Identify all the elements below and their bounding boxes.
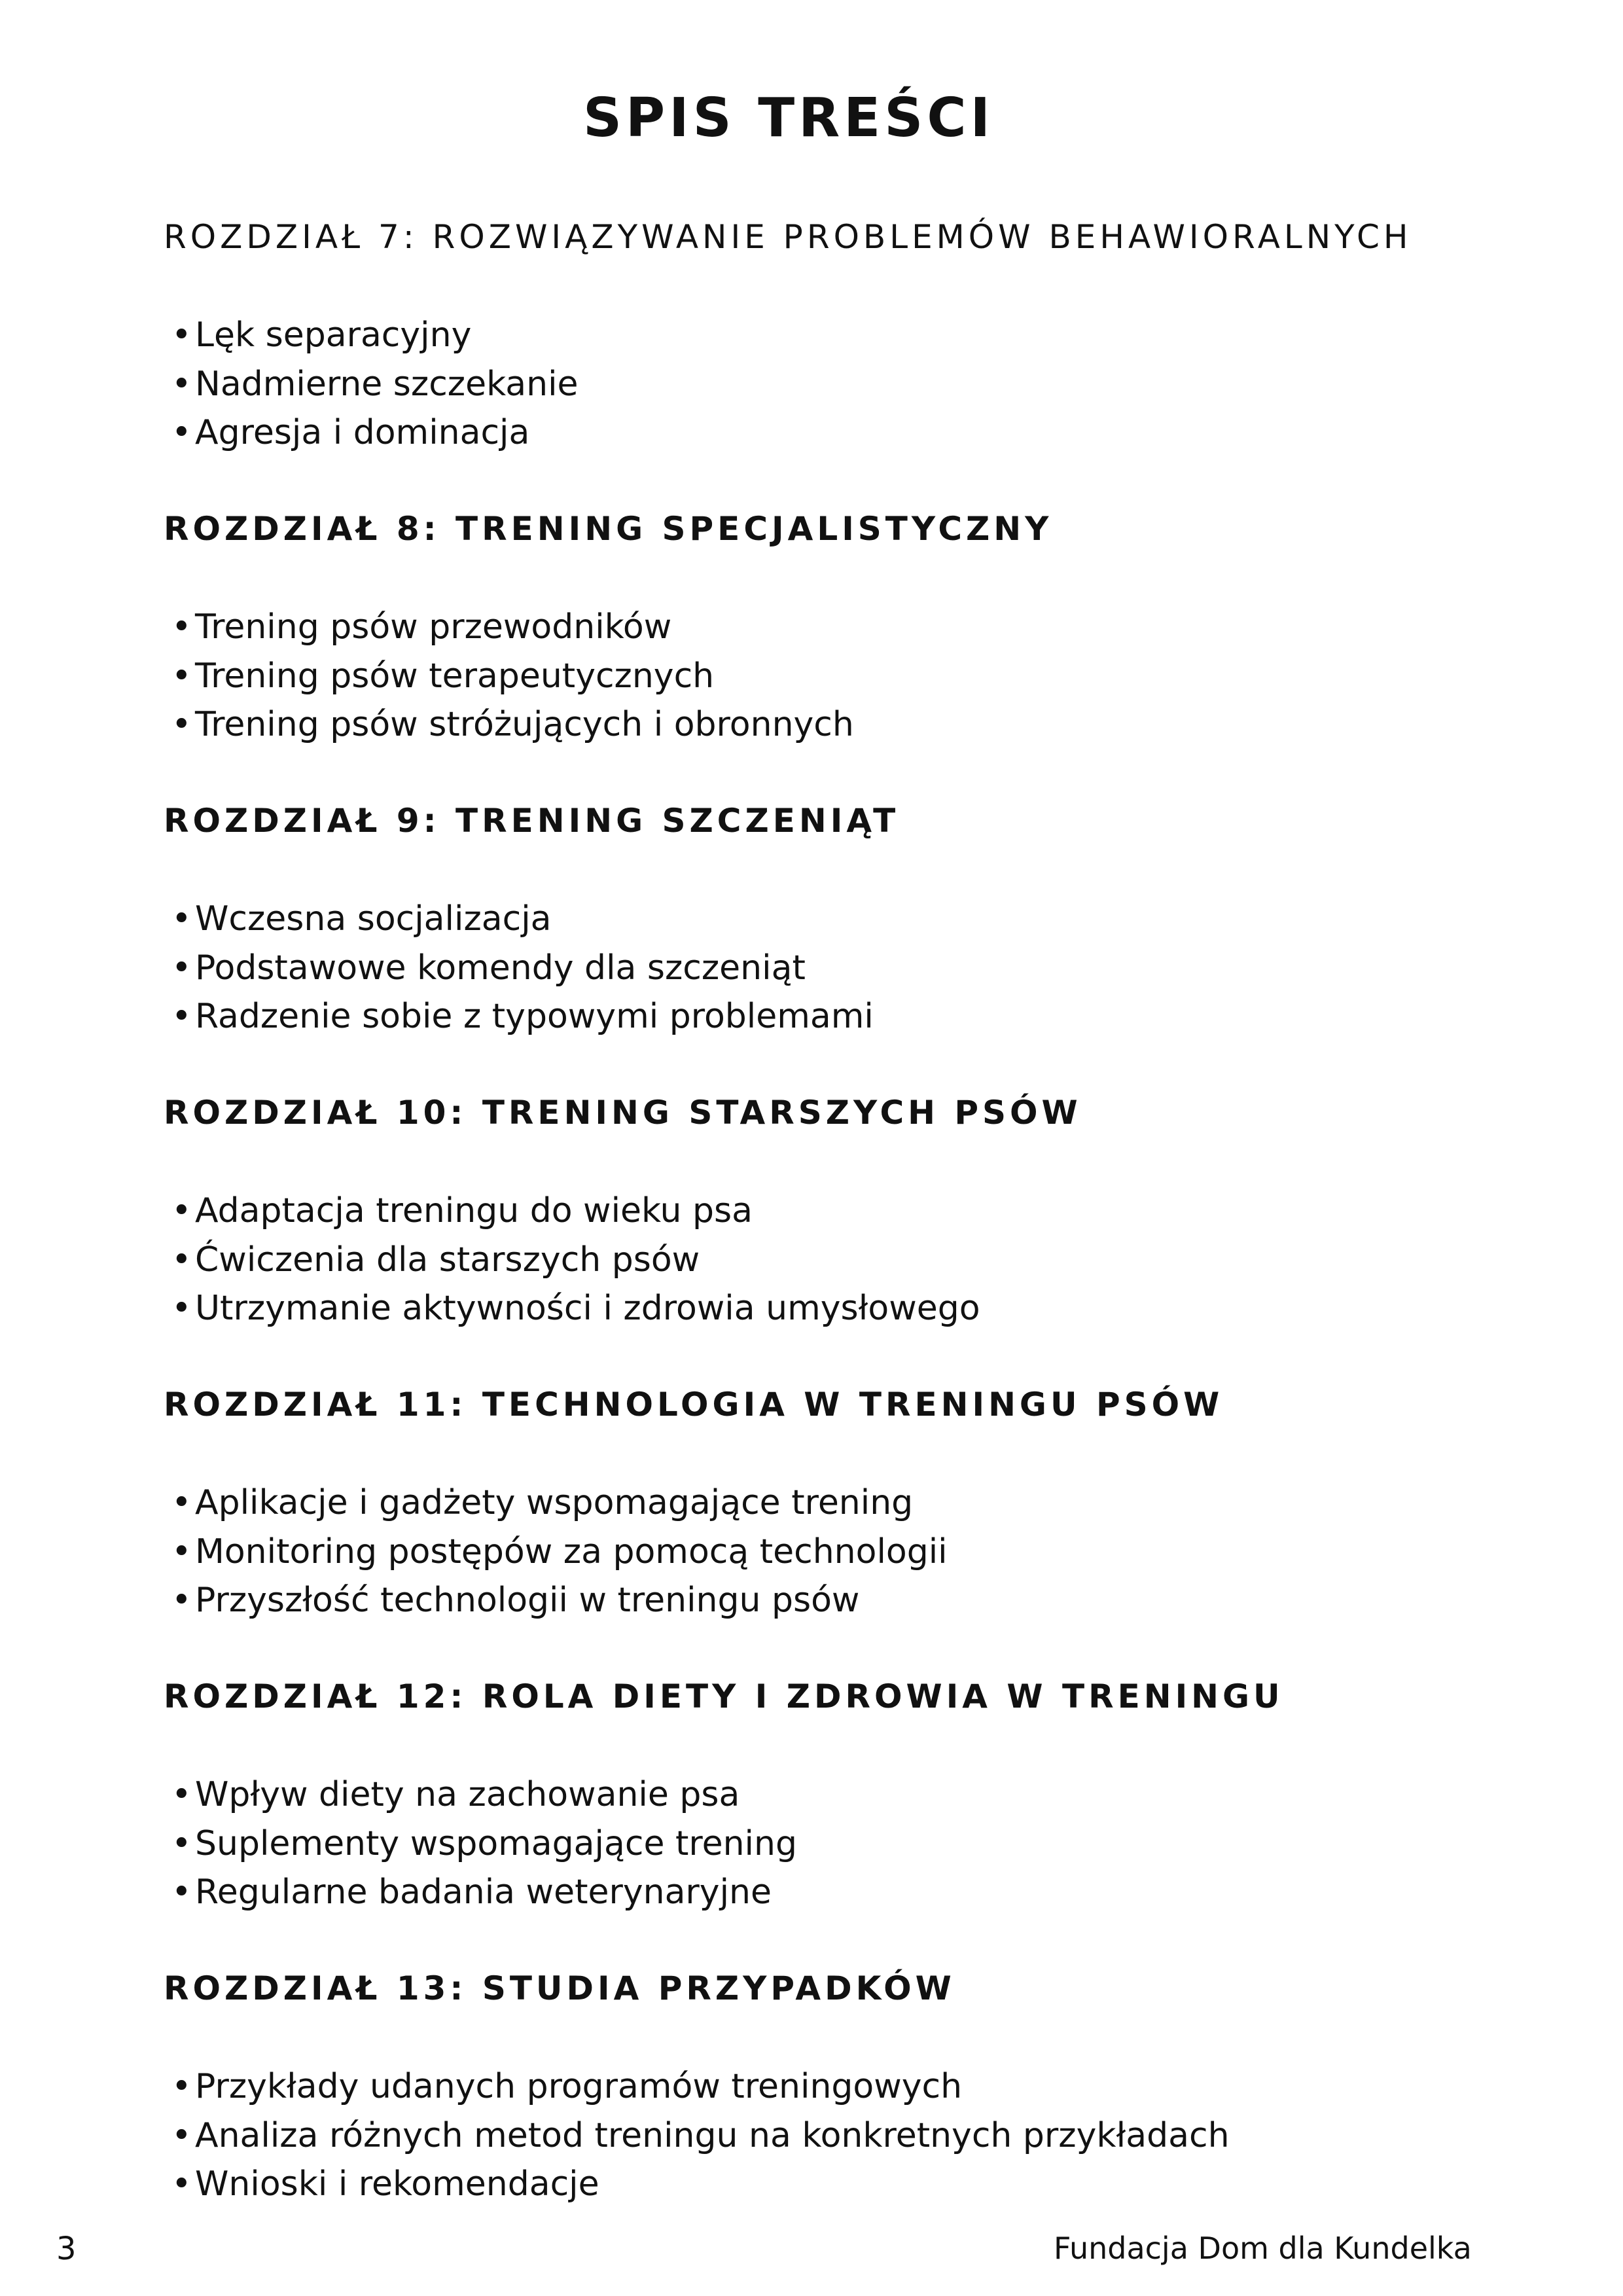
list-item — [171, 603, 1472, 652]
bullet-icon: • — [171, 2164, 192, 2204]
footer-organization: Fundacja Dom dla Kundelka — [1054, 2231, 1472, 2266]
list-item-text: Radzenie sobie z typowymi problemami — [195, 997, 874, 1036]
list-item — [171, 408, 1472, 457]
bullet-icon: • — [171, 1581, 192, 1620]
list-item — [171, 1284, 1472, 1333]
list-item — [171, 1868, 1472, 1917]
list-item-text: Trening psów przewodników — [195, 607, 672, 647]
list-item — [171, 311, 1472, 360]
bullet-icon: • — [171, 1775, 192, 1814]
list-item — [171, 1479, 1472, 1528]
list-item-text: Analiza różnych metod treningu na konkretnych przykładach — [195, 2115, 1230, 2155]
list-item-text: Trening psów terapeutycznych — [195, 656, 715, 696]
list-item — [171, 1187, 1472, 1236]
list-item-text: Monitoring postępów za pomocą technologii — [195, 1532, 948, 1571]
chapter-topic-list — [171, 311, 1472, 457]
bullet-icon: • — [171, 2067, 192, 2106]
bullet-icon: • — [171, 413, 192, 452]
list-item — [171, 2062, 1472, 2111]
bullet-icon: • — [171, 315, 192, 355]
chapter-topic-list — [171, 2062, 1472, 2209]
list-item — [171, 1528, 1472, 1577]
list-item-text: Przyszłość technologii w treningu psów — [195, 1581, 860, 1620]
bullet-icon: • — [171, 1483, 192, 1522]
list-item-text: Utrzymanie aktywności i zdrowia umysłowego — [195, 1289, 980, 1328]
bullet-icon: • — [171, 1289, 192, 1328]
list-item-text: Podstawowe komendy dla szczeniąt — [195, 948, 806, 988]
chapter-heading: ROZDZIAŁ 12: ROLA DIETY I ZDROWIA W TRENINGU — [164, 1677, 1284, 1715]
bullet-icon: • — [171, 705, 192, 744]
chapter-heading: ROZDZIAŁ 11: TECHNOLOGIA W TRENINGU PSÓW — [164, 1386, 1224, 1424]
bullet-icon: • — [171, 607, 192, 647]
list-item — [171, 360, 1472, 409]
bullet-icon: • — [171, 1191, 192, 1230]
list-item-text: Adaptacja treningu do wieku psa — [195, 1191, 753, 1230]
bullet-icon: • — [171, 656, 192, 696]
bullet-icon: • — [171, 1240, 192, 1280]
chapter-topic-list — [171, 1770, 1472, 1917]
list-item — [171, 1820, 1472, 1869]
chapter-11 — [164, 1380, 1472, 1672]
bullet-icon: • — [171, 1532, 192, 1571]
list-item — [171, 2160, 1472, 2209]
list-item — [171, 1770, 1472, 1820]
bullet-icon: • — [171, 1823, 192, 1863]
bullet-icon: • — [171, 2115, 192, 2155]
chapter-topic-list — [171, 1479, 1472, 1625]
list-item — [171, 700, 1472, 749]
chapter-topic-list — [171, 895, 1472, 1041]
chapter-7 — [164, 213, 1472, 505]
list-item-text: Wpływ diety na zachowanie psa — [195, 1775, 740, 1814]
list-item — [171, 895, 1472, 944]
list-item-text: Wczesna socjalizacja — [195, 899, 552, 939]
chapter-heading: ROZDZIAŁ 9: TRENING SZCZENIĄT — [164, 802, 900, 840]
page-title: SPIS TREŚCI — [582, 87, 995, 149]
bullet-icon: • — [171, 948, 192, 988]
chapter-9 — [164, 797, 1472, 1088]
bullet-icon: • — [171, 899, 192, 939]
bullet-icon: • — [171, 997, 192, 1036]
chapter-heading: ROZDZIAŁ 8: TRENING SPECJALISTYCZNY — [164, 510, 1053, 548]
bullet-icon: • — [171, 1873, 192, 1912]
table-of-contents — [164, 213, 1472, 2256]
list-item — [171, 992, 1472, 1041]
chapter-topic-list — [171, 1187, 1472, 1333]
list-item-text: Nadmierne szczekanie — [195, 364, 579, 404]
chapter-topic-list — [171, 603, 1472, 749]
chapter-10 — [164, 1088, 1472, 1380]
list-item — [171, 944, 1472, 993]
list-item-text: Suplementy wspomagające trening — [195, 1823, 797, 1863]
page-number: 3 — [56, 2231, 77, 2267]
chapter-heading: ROZDZIAŁ 13: STUDIA PRZYPADKÓW — [164, 1969, 955, 2007]
list-item-text: Lęk separacyjny — [195, 315, 472, 355]
list-item — [171, 652, 1472, 701]
list-item-text: Agresja i dominacja — [195, 413, 530, 452]
list-item-text: Aplikacje i gadżety wspomagające trening — [195, 1483, 914, 1522]
chapter-12 — [164, 1672, 1472, 1964]
list-item — [171, 1576, 1472, 1625]
chapter-8 — [164, 505, 1472, 797]
list-item — [171, 1236, 1472, 1285]
list-item-text: Wnioski i rekomendacje — [195, 2164, 599, 2204]
list-item-text: Regularne badania weterynaryjne — [195, 1873, 772, 1912]
list-item — [171, 2111, 1472, 2161]
list-item-text: Przykłady udanych programów treningowych — [195, 2067, 963, 2106]
chapter-heading: ROZDZIAŁ 10: TRENING STARSZYCH PSÓW — [164, 1094, 1082, 1132]
list-item-text: Trening psów stróżujących i obronnych — [195, 705, 854, 744]
bullet-icon: • — [171, 364, 192, 404]
list-item-text: Ćwiczenia dla starszych psów — [195, 1240, 700, 1280]
chapter-13 — [164, 1964, 1472, 2256]
chapter-heading: ROZDZIAŁ 7: ROZWIĄZYWANIE PROBLEMÓW BEHAWIORALNYCH — [164, 218, 1412, 256]
